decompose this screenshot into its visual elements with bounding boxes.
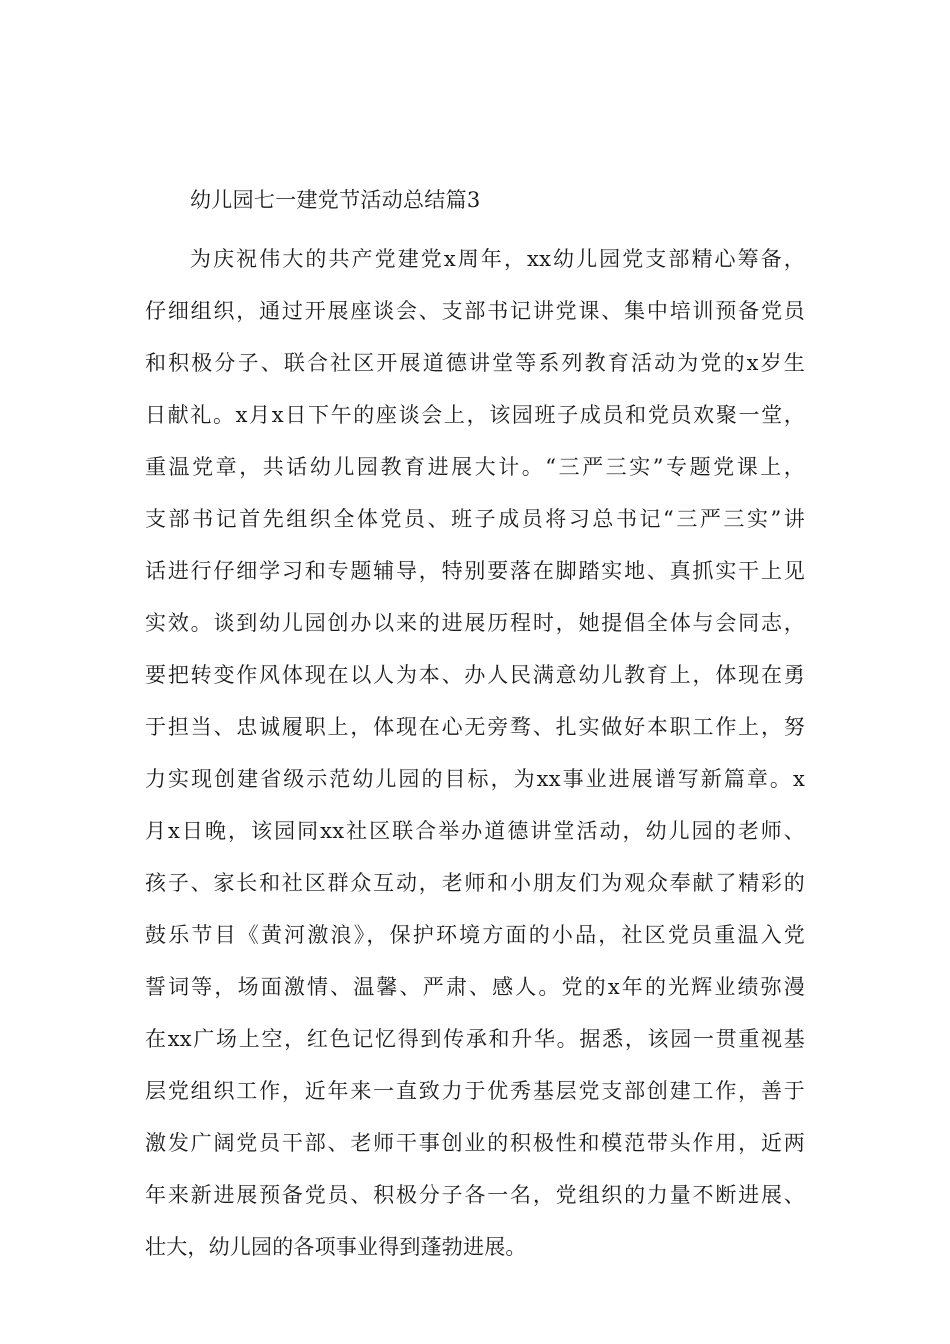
- paragraph-line: 支部书记首先组织全体党员、班子成员将习总书记“三严三实”讲: [145, 507, 805, 531]
- paragraph-line: 于担当、忠诚履职上，体现在心无旁骛、扎实做好本职工作上，努: [145, 715, 805, 739]
- paragraph-line: 层党组织工作，近年来一直致力于优秀基层党支部创建工作，善于: [145, 1079, 805, 1103]
- document-title: 幼儿园七一建党节活动总结篇3: [190, 188, 481, 212]
- paragraph-line: 誓词等，场面激情、温馨、严肃、感人。党的x年的光辉业绩弥漫: [145, 975, 805, 999]
- paragraph-line: 要把转变作风体现在以人为本、办人民满意幼儿教育上，体现在勇: [145, 663, 805, 687]
- document-body: [145, 233, 805, 1273]
- paragraph-line: 鼓乐节目《黄河激浪》，保护环境方面的小品，社区党员重温入党: [145, 923, 805, 947]
- paragraph-line: 壮大，幼儿园的各项事业得到蓬勃进展。: [145, 1235, 527, 1259]
- paragraph-line: 力实现创建省级示范幼儿园的目标，为xx事业进展谱写新篇章。x: [145, 767, 805, 791]
- paragraph-line: 孩子、家长和社区群众互动，老师和小朋友们为观众奉献了精彩的: [145, 871, 805, 895]
- paragraph-line: 月x日晚，该园同xx社区联合举办道德讲堂活动，幼儿园的老师、: [145, 819, 805, 843]
- paragraph-line: 年来新进展预备党员、积极分子各一名，党组织的力量不断进展、: [145, 1183, 805, 1207]
- paragraph-line: 重温党章，共话幼儿园教育进展大计。“三严三实”专题党课上，: [145, 455, 805, 479]
- paragraph-line: 仔细组织，通过开展座谈会、支部书记讲党课、集中培训预备党员: [145, 299, 805, 323]
- paragraph-line: 和积极分子、联合社区开展道德讲堂等系列教育活动为党的x岁生: [145, 351, 805, 375]
- paragraph-line: 实效。谈到幼儿园创办以来的进展历程时，她提倡全体与会同志，: [145, 611, 805, 635]
- paragraph-line: 日献礼。x月x日下午的座谈会上，该园班子成员和党员欢聚一堂，: [145, 403, 805, 427]
- paragraph-line: 为庆祝伟大的共产党建党x周年，xx幼儿园党支部精心筹备，: [190, 247, 805, 271]
- paragraph-line: 话进行仔细学习和专题辅导，特别要落在脚踏实地、真抓实干上见: [145, 559, 805, 583]
- paragraph-line: 激发广阔党员干部、老师干事创业的积极性和模范带头作用，近两: [145, 1131, 805, 1155]
- paragraph-line: 在xx广场上空，红色记忆得到传承和升华。据悉，该园一贯重视基: [145, 1027, 805, 1051]
